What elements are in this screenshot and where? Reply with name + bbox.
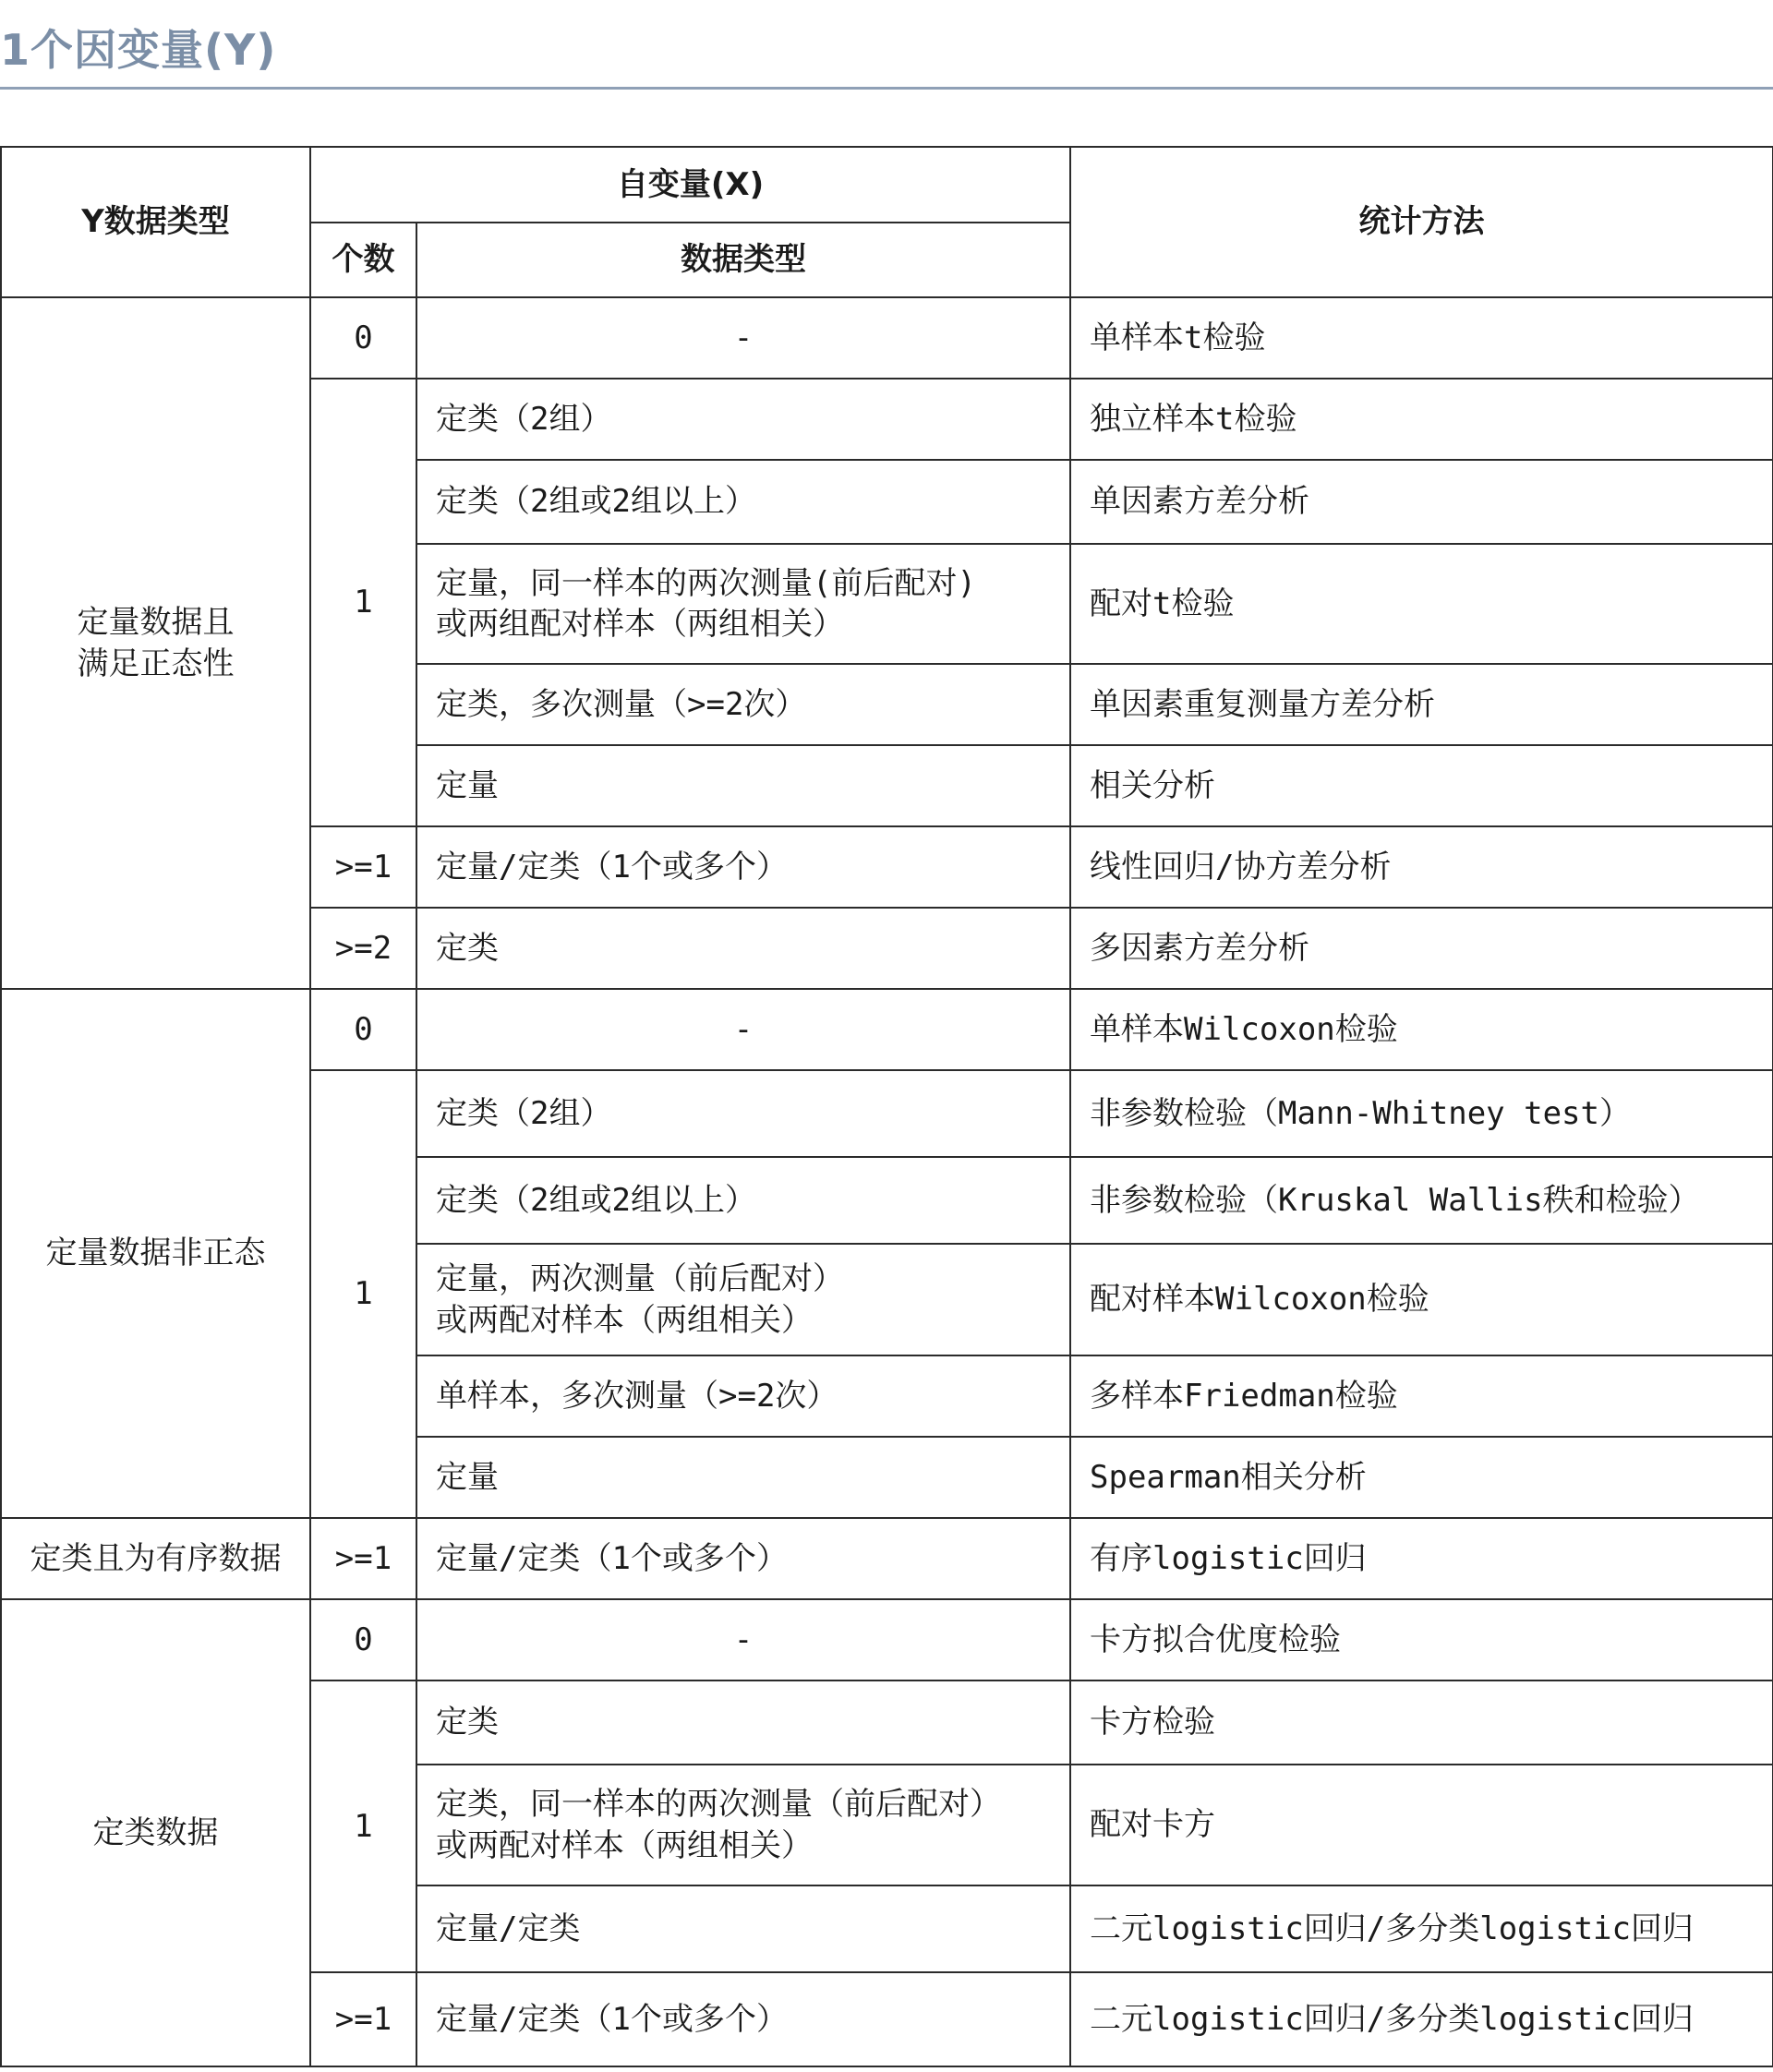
method-cell: 非参数检验（Kruskal Wallis秩和检验） [1070, 1157, 1773, 1244]
method-cell: 相关分析 [1070, 745, 1773, 826]
method-cell: 非参数检验（Mann-Whitney test） [1070, 1070, 1773, 1157]
x-type-cell: 定量，同一样本的两次测量(前后配对) 或两组配对样本（两组相关） [416, 544, 1070, 664]
x-type-cell: 定类，同一样本的两次测量（前后配对） 或两配对样本（两组相关） [416, 1765, 1070, 1885]
statistics-method-table [0, 146, 1773, 2067]
header-row-1 [1, 147, 1773, 223]
x-type-cell: 定类（2组） [416, 379, 1070, 460]
method-cell: 配对t检验 [1070, 544, 1773, 664]
method-cell: 独立样本t检验 [1070, 379, 1773, 460]
x-type-cell: 定类，多次测量（>=2次） [416, 664, 1070, 745]
method-cell: 单样本Wilcoxon检验 [1070, 989, 1773, 1070]
x-type-cell: 定类（2组或2组以上） [416, 460, 1070, 544]
count-cell: 1 [310, 379, 416, 826]
y-type-cell: 定类数据 [1, 1599, 310, 2066]
table-row [1, 1518, 1773, 1599]
method-cell: 多样本Friedman检验 [1070, 1355, 1773, 1437]
table-row [1, 989, 1773, 1070]
x-type-cell: 定量/定类（1个或多个） [416, 1972, 1070, 2066]
title-divider [0, 87, 1773, 90]
header-x-group: 自变量(X) [310, 147, 1070, 223]
header-x-count: 个数 [310, 223, 416, 297]
x-type-cell: - [416, 989, 1070, 1070]
x-type-cell: - [416, 297, 1070, 379]
table-row [1, 1599, 1773, 1680]
x-type-cell: 定类 [416, 908, 1070, 989]
count-cell: 0 [310, 297, 416, 379]
method-cell: 单样本t检验 [1070, 297, 1773, 379]
x-type-cell: 定量/定类 [416, 1885, 1070, 1972]
count-cell: >=1 [310, 826, 416, 908]
count-cell: 1 [310, 1070, 416, 1518]
method-cell: 单因素方差分析 [1070, 460, 1773, 544]
x-type-cell: 定量 [416, 1437, 1070, 1518]
x-type-cell: 定量 [416, 745, 1070, 826]
x-type-cell: 定量/定类（1个或多个） [416, 1518, 1070, 1599]
method-cell: 单因素重复测量方差分析 [1070, 664, 1773, 745]
table-row [1, 297, 1773, 379]
method-cell: 二元logistic回归/多分类logistic回归 [1070, 1972, 1773, 2066]
count-cell: 0 [310, 1599, 416, 1680]
count-cell: 0 [310, 989, 416, 1070]
header-method: 统计方法 [1070, 147, 1773, 297]
y-type-cell: 定量数据非正态 [1, 989, 310, 1518]
count-cell: >=2 [310, 908, 416, 989]
x-type-cell: 定类（2组） [416, 1070, 1070, 1157]
method-cell: 卡方检验 [1070, 1680, 1773, 1765]
header-x-type: 数据类型 [416, 223, 1070, 297]
method-cell: 有序logistic回归 [1070, 1518, 1773, 1599]
header-y-type: Y数据类型 [1, 147, 310, 297]
x-type-cell: - [416, 1599, 1070, 1680]
x-type-cell: 定类 [416, 1680, 1070, 1765]
count-cell: >=1 [310, 1972, 416, 2066]
method-cell: 卡方拟合优度检验 [1070, 1599, 1773, 1680]
x-type-cell: 单样本，多次测量（>=2次） [416, 1355, 1070, 1437]
y-type-cell: 定类且为有序数据 [1, 1518, 310, 1599]
count-cell: 1 [310, 1680, 416, 1972]
y-type-cell: 定量数据且 满足正态性 [1, 297, 310, 989]
method-cell: 线性回归/协方差分析 [1070, 826, 1773, 908]
count-cell: >=1 [310, 1518, 416, 1599]
method-cell: 配对卡方 [1070, 1765, 1773, 1885]
page-title: 1个因变量(Y) [0, 25, 277, 75]
method-cell: 配对样本Wilcoxon检验 [1070, 1244, 1773, 1355]
method-cell: 多因素方差分析 [1070, 908, 1773, 989]
method-cell: 二元logistic回归/多分类logistic回归 [1070, 1885, 1773, 1972]
x-type-cell: 定量/定类（1个或多个） [416, 826, 1070, 908]
method-cell: Spearman相关分析 [1070, 1437, 1773, 1518]
x-type-cell: 定类（2组或2组以上） [416, 1157, 1070, 1244]
x-type-cell: 定量，两次测量（前后配对） 或两配对样本（两组相关） [416, 1244, 1070, 1355]
